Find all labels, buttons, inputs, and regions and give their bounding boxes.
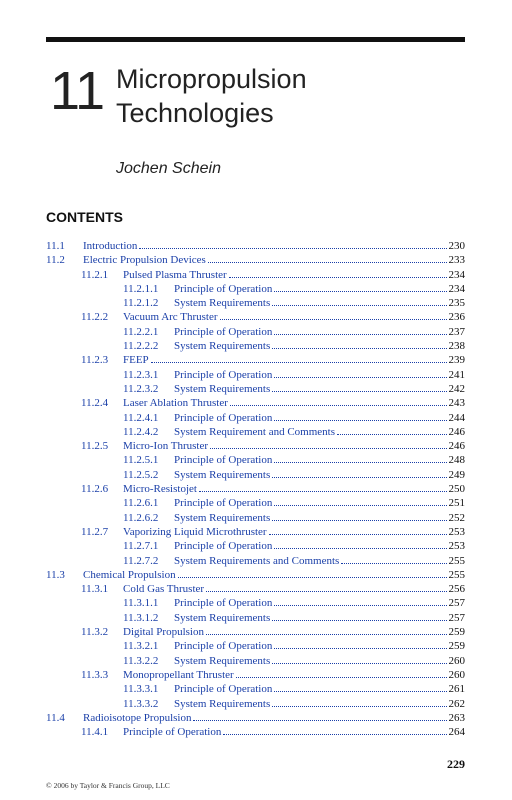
toc-entry-page: 260 <box>448 654 465 667</box>
toc-entry-number: 11.3.1.2 <box>123 611 159 624</box>
toc-entry-page: 259 <box>448 640 465 653</box>
toc-entry-page: 251 <box>448 497 465 510</box>
toc-entry-page: 253 <box>448 525 465 538</box>
toc-entry-page: 246 <box>448 425 465 438</box>
toc-entry[interactable] <box>46 325 465 339</box>
toc-entry-title[interactable]: System Requirements and Comments <box>174 554 340 567</box>
toc-entry-title[interactable]: Introduction <box>83 240 138 252</box>
toc-entry-number: 11.2.1.1 <box>123 282 159 295</box>
toc-entry-title[interactable]: Principle of Operation <box>174 282 273 295</box>
author-name: Jochen Schein <box>116 160 221 177</box>
toc-entry-number: 11.2.5.1 <box>123 454 159 467</box>
toc-entry-title[interactable]: System Requirements <box>174 297 271 310</box>
toc-leader-dots <box>229 268 447 278</box>
toc-entry-title[interactable]: Principle of Operation <box>174 683 273 696</box>
toc-leader-dots <box>272 382 446 392</box>
toc-leader-dots <box>274 639 446 649</box>
toc-entry-page: 242 <box>448 382 465 395</box>
toc-entry-title[interactable]: Electric Propulsion Devices <box>83 254 206 267</box>
toc-entry-page: 248 <box>448 454 465 467</box>
toc-entry-page: 246 <box>448 440 465 453</box>
toc-entry-title[interactable]: Cold Gas Thruster <box>123 583 205 596</box>
toc-entry-number: 11.2.4 <box>81 397 109 410</box>
toc-entry-page: 238 <box>448 340 465 353</box>
toc-entry-page: 243 <box>448 397 465 410</box>
toc-entry-title[interactable]: Principle of Operation <box>174 454 273 467</box>
toc-entry-page: 234 <box>448 268 465 281</box>
toc-entry-page: 260 <box>448 668 465 681</box>
toc-entry[interactable] <box>46 511 465 525</box>
toc-entry[interactable] <box>46 453 465 467</box>
toc-entry-page: 262 <box>448 697 465 710</box>
toc-entry-number: 11.3.3.1 <box>123 683 159 696</box>
toc-leader-dots <box>272 511 446 521</box>
toc-entry-page: 241 <box>448 368 465 381</box>
toc-entry[interactable] <box>46 725 465 739</box>
toc-entry-title[interactable]: Principle of Operation <box>174 497 273 510</box>
toc-entry-number: 11.2.7.2 <box>123 554 159 567</box>
toc-leader-dots <box>139 239 446 249</box>
toc-entry[interactable] <box>46 625 465 639</box>
toc-leader-dots <box>206 625 447 635</box>
toc-entry-page: 250 <box>448 483 465 496</box>
toc-entry-title[interactable]: System Requirements <box>174 468 271 481</box>
toc-leader-dots <box>274 325 446 335</box>
toc-entry-page: 249 <box>448 468 465 481</box>
page-number: 229 <box>447 757 465 771</box>
toc-entry[interactable] <box>46 611 465 625</box>
toc-entry-title[interactable]: Principle of Operation <box>123 726 222 739</box>
toc-entry-page: 264 <box>448 726 465 739</box>
toc-entry-title[interactable]: System Requirements <box>174 382 271 395</box>
toc-entry[interactable] <box>46 425 465 439</box>
toc-leader-dots <box>274 496 446 506</box>
toc-entry-title[interactable]: Vaporizing Liquid Microthruster <box>123 525 267 538</box>
toc-entry[interactable] <box>46 539 465 553</box>
toc-entry-number: 11.3 <box>46 568 65 581</box>
toc-leader-dots <box>272 339 446 349</box>
toc-leader-dots <box>274 368 446 378</box>
toc-entry-page: 236 <box>448 311 465 324</box>
toc-entry-page: 255 <box>448 568 465 581</box>
toc-entry[interactable] <box>46 496 465 510</box>
toc-leader-dots <box>274 596 446 606</box>
toc-entry-page: 259 <box>448 626 465 639</box>
toc-entry-number: 11.3.2.2 <box>123 654 159 667</box>
toc-leader-dots <box>272 654 446 664</box>
toc-entry[interactable] <box>46 596 465 610</box>
toc-entry-number: 11.2.3 <box>81 354 109 367</box>
toc-entry-title[interactable]: Chemical Propulsion <box>83 568 176 581</box>
toc-entry-number: 11.2.2.1 <box>123 325 159 338</box>
toc-entry-title[interactable]: System Requirements <box>174 340 271 353</box>
toc-entry-number: 11.2.6.1 <box>123 497 159 510</box>
toc-entry-page: 257 <box>448 611 465 624</box>
toc-entry-title[interactable]: Principle of Operation <box>174 368 273 381</box>
toc-entry-page: 239 <box>448 354 465 367</box>
toc-entry-title[interactable]: System Requirements <box>174 511 271 524</box>
toc-entry[interactable] <box>46 554 465 568</box>
toc-entry-number: 11.2.6 <box>81 483 109 496</box>
toc-entry[interactable] <box>46 468 465 482</box>
toc-entry-title[interactable]: Principle of Operation <box>174 325 273 338</box>
chapter-number: 11 <box>50 61 105 121</box>
toc-entry[interactable] <box>46 382 465 396</box>
toc-leader-dots <box>206 582 446 592</box>
toc-entry[interactable] <box>46 654 465 668</box>
toc-entry[interactable] <box>46 253 465 267</box>
toc-entry-page: 257 <box>448 597 465 610</box>
toc-entry-title[interactable]: Monopropellant Thruster <box>123 668 234 681</box>
toc-entry-title[interactable]: Vacuum Arc Thruster <box>123 311 218 324</box>
toc-entry-number: 11.2.1 <box>81 268 109 281</box>
toc-entry-number: 11.3.1 <box>81 583 109 596</box>
toc-entry[interactable] <box>46 711 465 725</box>
toc-leader-dots <box>236 668 447 678</box>
toc-entry-title[interactable]: System Requirements <box>174 697 271 710</box>
toc-entry[interactable] <box>46 568 465 582</box>
toc-leader-dots <box>220 310 447 320</box>
toc-entry[interactable] <box>46 339 465 353</box>
toc-entry-number: 11.3.3.2 <box>123 697 159 710</box>
toc-leader-dots <box>210 439 446 449</box>
toc-entry-title[interactable]: Principle of Operation <box>174 597 273 610</box>
table-of-contents <box>46 239 465 739</box>
toc-entry-title[interactable]: Pulsed Plasma Thruster <box>123 268 227 281</box>
toc-leader-dots <box>274 411 446 421</box>
toc-entry-title[interactable]: Radioisotope Propulsion <box>83 711 192 724</box>
toc-leader-dots <box>272 697 446 707</box>
toc-entry-page: 235 <box>448 297 465 310</box>
toc-entry-number: 11.3.2 <box>81 626 109 639</box>
toc-entry-page: 253 <box>448 540 465 553</box>
toc-entry-page: 252 <box>448 511 465 524</box>
toc-entry-title[interactable]: System Requirements <box>174 654 271 667</box>
toc-entry-page: 261 <box>448 683 465 696</box>
toc-entry-number: 11.2.5 <box>81 440 109 453</box>
toc-entry-page: 233 <box>448 254 465 267</box>
toc-entry-number: 11.2.4.2 <box>123 425 159 438</box>
toc-entry-title[interactable]: System Requirements <box>174 611 271 624</box>
toc-entry[interactable] <box>46 697 465 711</box>
toc-entry-number: 11.2.1.2 <box>123 297 159 310</box>
toc-entry[interactable] <box>46 682 465 696</box>
toc-leader-dots <box>272 468 446 478</box>
toc-entry[interactable] <box>46 439 465 453</box>
top-rule <box>46 37 465 42</box>
toc-entry[interactable] <box>46 239 465 253</box>
toc-entry-page: 237 <box>448 325 465 338</box>
toc-entry-number: 11.2.3.2 <box>123 382 159 395</box>
toc-leader-dots <box>178 568 447 578</box>
toc-leader-dots <box>274 453 446 463</box>
toc-entry[interactable] <box>46 296 465 310</box>
toc-entry-number: 11.2.5.2 <box>123 468 159 481</box>
toc-entry-number: 11.2.3.1 <box>123 368 159 381</box>
toc-entry-number: 11.4.1 <box>81 726 109 739</box>
toc-leader-dots <box>274 682 446 692</box>
toc-leader-dots <box>151 353 447 363</box>
toc-entry[interactable] <box>46 525 465 539</box>
toc-entry-title[interactable]: Principle of Operation <box>174 540 273 553</box>
toc-leader-dots <box>208 253 447 263</box>
copyright-notice: © 2006 by Taylor & Francis Group, LLC <box>46 781 170 790</box>
toc-entry[interactable] <box>46 353 465 367</box>
toc-entry[interactable] <box>46 411 465 425</box>
toc-entry[interactable] <box>46 282 465 296</box>
toc-entry-number: 11.4 <box>46 711 65 724</box>
toc-entry-title[interactable]: Micro-Ion Thruster <box>123 440 209 453</box>
toc-entry-number: 11.3.2.1 <box>123 640 159 653</box>
toc-entry-title[interactable]: Micro-Resistojet <box>123 483 197 496</box>
toc-leader-dots <box>269 525 447 535</box>
toc-entry[interactable] <box>46 482 465 496</box>
toc-entry[interactable] <box>46 639 465 653</box>
toc-entry-page: 234 <box>448 282 465 295</box>
toc-entry-number: 11.2.6.2 <box>123 511 159 524</box>
toc-entry-page: 263 <box>448 711 465 724</box>
toc-leader-dots <box>272 296 446 306</box>
contents-heading: CONTENTS <box>46 209 123 225</box>
toc-entry[interactable] <box>46 268 465 282</box>
toc-entry-number: 11.2.4.1 <box>123 411 159 424</box>
toc-leader-dots <box>272 611 446 621</box>
toc-entry-page: 256 <box>448 583 465 596</box>
toc-entry-title[interactable]: Digital Propulsion <box>123 626 204 639</box>
toc-entry-number: 11.2.7.1 <box>123 540 159 553</box>
toc-entry[interactable] <box>46 582 465 596</box>
toc-entry-number: 11.2.7 <box>81 525 109 538</box>
chapter-title <box>116 62 307 130</box>
toc-entry-title[interactable]: FEEP <box>123 354 149 367</box>
toc-leader-dots <box>274 539 446 549</box>
toc-entry[interactable] <box>46 310 465 324</box>
toc-leader-dots <box>274 282 446 292</box>
toc-entry-number: 11.2 <box>46 254 65 267</box>
toc-entry[interactable] <box>46 668 465 682</box>
chapter-title-line-1: Micropropulsion <box>116 64 307 94</box>
toc-entry[interactable] <box>46 396 465 410</box>
toc-leader-dots <box>193 711 446 721</box>
toc-entry-page: 230 <box>448 240 465 252</box>
toc-entry[interactable] <box>46 368 465 382</box>
toc-entry-page: 244 <box>448 411 465 424</box>
toc-entry-number: 11.1 <box>46 240 65 252</box>
toc-entry-title[interactable]: Principle of Operation <box>174 640 273 653</box>
toc-leader-dots <box>341 554 446 564</box>
toc-leader-dots <box>230 396 447 406</box>
toc-entry-number: 11.2.2.2 <box>123 340 159 353</box>
toc-leader-dots <box>223 725 446 735</box>
toc-entry-title[interactable]: Laser Ablation Thruster <box>123 397 228 410</box>
toc-entry-title[interactable]: System Requirement and Comments <box>174 425 336 438</box>
toc-entry-title[interactable]: Principle of Operation <box>174 411 273 424</box>
toc-entry-number: 11.3.3 <box>81 668 109 681</box>
toc-entry-page: 255 <box>448 554 465 567</box>
toc-entry-number: 11.2.2 <box>81 311 109 324</box>
chapter-title-line-2: Technologies <box>116 98 274 128</box>
toc-leader-dots <box>337 425 446 435</box>
toc-entry-number: 11.3.1.1 <box>123 597 159 610</box>
toc-leader-dots <box>199 482 447 492</box>
